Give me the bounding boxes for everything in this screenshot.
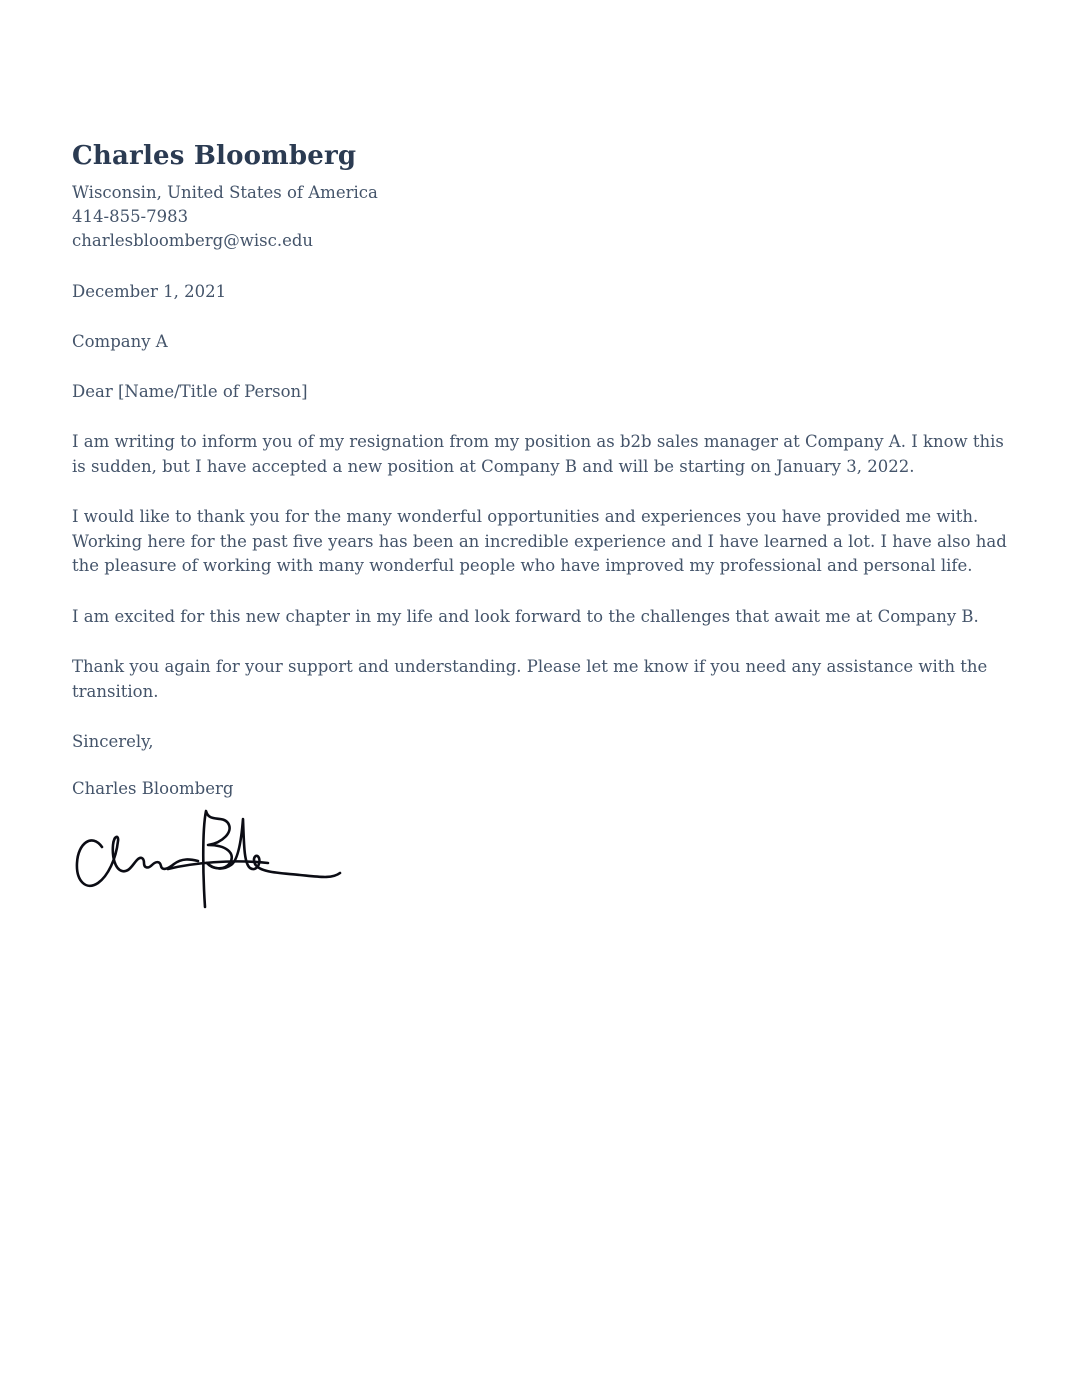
body-paragraph-4: Thank you again for your support and understanding. Please let me know if you need any assistance with the transition. (72, 657, 988, 701)
salutation: Dear [Name/Title of Person] (72, 382, 308, 401)
body-paragraph-2: I would like to thank you for the many wonderful opportunities and experiences you have provided me with. Working here for the past five years has been an incredible experience and I have learned a lot. I have also had the pleasure of working with many wonderful people who have improved my professional and personal life. (72, 507, 1007, 575)
letter-date: December 1, 2021 (72, 282, 227, 301)
sender-name-heading: Charles Bloomberg (72, 141, 357, 171)
sender-email: charlesbloomberg@wisc.edu (72, 231, 314, 250)
recipient-company: Company A (72, 332, 168, 351)
sender-location: Wisconsin, United States of America (72, 183, 378, 202)
body-paragraph-1: I am writing to inform you of my resignation from my position as b2b sales manager at Company A. I know this is sudden, but I have accepted a new position at Company B and will be starting on January 3, 2022. (72, 432, 1004, 476)
signature-typed-name: Charles Bloomberg (72, 778, 234, 798)
closing-word: Sincerely, (72, 732, 154, 751)
body-paragraph-3: I am excited for this new chapter in my life and look forward to the challenges that await me at Company B. (72, 606, 979, 626)
sender-phone: 414-855-7983 (72, 207, 189, 226)
signature-ink-strokes (72, 807, 344, 909)
handwritten-signature-image (72, 807, 344, 909)
resignation-letter (72, 140, 1008, 909)
